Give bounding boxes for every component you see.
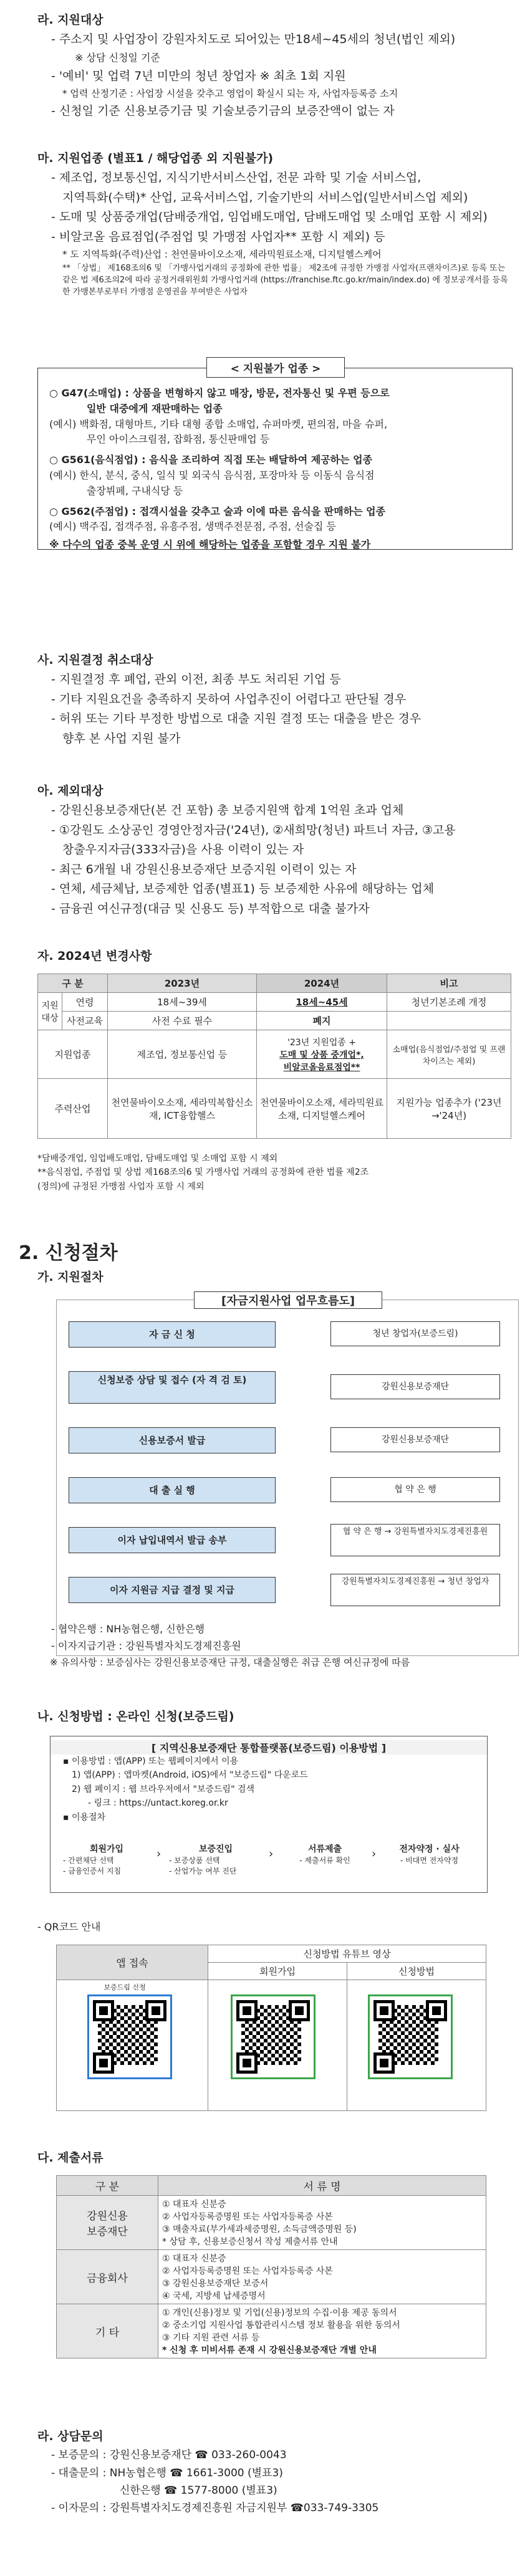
list-item: - 제조업, 정보통신업, 지식기반서비스산업, 전문 과학 및 기술 서비스업, xyxy=(51,171,422,185)
section-title: 나. 신청방법 : 온라인 신청(보증드림) xyxy=(37,1710,234,1723)
chevron-right-icon: › xyxy=(157,1847,161,1860)
method-step-desc: - 제출서류 확인 xyxy=(299,1856,350,1865)
method-step-desc: - 비대면 전자약정 xyxy=(400,1856,459,1865)
flow-title: [자금지원사업 업무흐름도] xyxy=(194,1291,382,1309)
no-support-example: (예시) 한식, 분식, 중식, 일식 및 외국식 음식점, 포장마차 등 이동식 음식점 xyxy=(49,469,375,481)
section-ga xyxy=(37,1268,511,1286)
list-item: - 도매 및 상품중개업(담배중개업, 임업배도매업, 담배도매업 및 소매업 포함 시 제외) xyxy=(51,210,488,224)
table-cell: 18세~45세 xyxy=(257,993,387,1012)
footnote: (정의)에 규정된 가맹점 사업자 포함 시 제외 xyxy=(37,1181,205,1192)
table-row xyxy=(57,2196,486,2250)
method-step-title: 전자약정 · 실사 xyxy=(399,1844,460,1854)
method-step xyxy=(384,1842,475,1865)
qr-header: 앱 접속 xyxy=(57,1945,208,1980)
table-cell: 지원가능 업종추가 ('23년→'24년) xyxy=(387,1079,511,1139)
qr-header: 신청방법 xyxy=(347,1963,486,1980)
method-step xyxy=(63,1842,150,1876)
no-support-example: 무인 아이스크림점, 잡화점, 통신판매업 등 xyxy=(87,433,270,446)
doc-item: * 신청 후 미비서류 존재 시 강원신용보증재단 개별 안내 xyxy=(162,2345,377,2355)
flow-actor: 협 약 은 행 xyxy=(330,1477,500,1502)
doc-item: ① 대표자 신분증 xyxy=(162,2200,226,2210)
section-title: 라. 지원대상 xyxy=(37,13,104,27)
changes-table xyxy=(37,974,511,1139)
section-title: 라. 상담문의 xyxy=(37,2430,104,2443)
qr-code-app[interactable] xyxy=(87,1994,172,2079)
note: ** 「상법」 제168조의6 및 「가맹사업거래의 공정화에 관한 법률」 제2조에 규정한 가맹점 사업자(프랜차이즈)로 등록 또는 같은 법 제6조의2에 따라 공정거래위원회 가맹사업거래 (https://franchise.ftc.go.kr/main/index.do) 에 정보공개서를 등록한 가맹본부로부터 가맹점 운영권을 부여받은 사업자 xyxy=(62,264,508,297)
section-title: 아. 제외대상 xyxy=(37,784,104,798)
list-item: ※ 상담 신청일 기준 xyxy=(75,51,160,64)
table-row xyxy=(38,1079,511,1139)
doc-item: ④ 국세, 지방세 납세증명서 xyxy=(162,2291,266,2301)
table-cell: 천연물바이오소재, 세라믹복합신소재, ICT융합헬스 xyxy=(108,1079,257,1139)
section-da xyxy=(37,2149,511,2167)
table-cell xyxy=(257,1030,387,1079)
doc-item: ③ 강원신용보증재단 보증서 xyxy=(162,2279,269,2289)
flow-step: 이자 납입내역서 발급 송부 xyxy=(69,1527,276,1553)
doc-item: * 상담 후, 신용보증신청서 작성 제출서류 안내 xyxy=(162,2237,338,2247)
list-item: - 최근 6개월 내 강원신용보증재단 보증지원 이력이 있는 자 xyxy=(51,862,357,876)
qr-label: - QR코드 안내 xyxy=(37,1921,101,1933)
section-title: 마. 지원업종 (별표1 / 해당업종 외 지원불가) xyxy=(37,151,274,165)
table-row xyxy=(57,2250,486,2304)
note: * 업력 산정기준 : 사업장 시설을 갖추고 영업이 확실시 되는 자, 사업자등록증 소지 xyxy=(62,88,398,100)
table-cell: 사전 수료 필수 xyxy=(108,1012,257,1030)
flow-actor: 청년 창업자(보증드림) xyxy=(330,1321,500,1346)
list-item: - 협약은행 : NH농협은행, 신한은행 xyxy=(51,1623,205,1635)
section-contact xyxy=(37,2428,511,2518)
flow-actor: 강원특별자치도경제진흥원 → 청년 창업자 xyxy=(330,1574,500,1606)
flow-step: 이자 지원금 지급 결정 및 지급 xyxy=(69,1577,276,1603)
list-item: - 허위 또는 기타 부정한 방법으로 대출 지원 결정 또는 대출을 받은 경우 xyxy=(51,712,422,726)
list-item: 향후 본 사업 지원 불가 xyxy=(62,731,181,745)
doc-item: ② 중소기업 지원사업 통합관리시스템 정보 활용을 위한 동의서 xyxy=(162,2320,400,2330)
section-title: 가. 지원절차 xyxy=(37,1270,104,1284)
section-title: 자. 2024년 변경사항 xyxy=(37,949,152,963)
contact-item: - 이자문의 : 강원특별자치도경제진흥원 자금지원부 ☎033-749-3305 xyxy=(51,2502,379,2515)
table-cell: 주력산업 xyxy=(38,1079,108,1139)
chevron-right-icon: › xyxy=(269,1847,274,1860)
table-cell: 지원대상 xyxy=(38,993,62,1030)
list-item: - 주소지 및 사업장이 강원자치도로 되어있는 만18세~45세의 청년(법인 제외) xyxy=(51,32,456,47)
list-item: - ①강원도 소상공인 경영안정자금('24년), ②새희망(청년) 파트너 자금, ③고용 xyxy=(51,823,456,837)
method-line: ▪ 이용방법 : 앱(APP) 또는 웹페이지에서 이용 xyxy=(63,1756,239,1766)
note: * 도 지역특화(주력)산업 : 천연물바이오소재, 세라믹원료소재, 디지털헬스케어 xyxy=(62,249,382,261)
list-item: - 연체, 세금체납, 보증제한 업종(별표1) 등 보증제한 사유에 해당하는 업체 xyxy=(51,882,435,896)
no-support-heading: ○ G47(소매업) : 상품을 변형하지 않고 매장, 방문, 전자통신 및 우편 등으로 xyxy=(49,387,390,399)
table-header: 2023년 xyxy=(108,974,257,993)
table-row xyxy=(57,2304,486,2358)
method-step-title: 보증진입 xyxy=(198,1844,233,1854)
table-cell xyxy=(158,2250,486,2304)
method-box xyxy=(50,1736,488,1893)
list-item: - 신청일 기준 신용보증기금 및 기술보증기금의 보증잔액이 없는 자 xyxy=(51,104,395,118)
doc-item: ② 사업자등록증명원 또는 사업자등록증 사본 xyxy=(162,2266,333,2276)
section-title: 다. 제출서류 xyxy=(37,2151,104,2165)
doc-item: ③ 매출자료(부가세과세증명원, 소득금액증명원 등) xyxy=(162,2224,357,2234)
footnote: **음식점업, 주점업 및 상법 제168조의6 및 가맹사업 거래의 공정화에 관한 법률 제2조 xyxy=(37,1167,369,1178)
table-header: 서 류 명 xyxy=(158,2176,486,2196)
table-cell: 강원신용 보증재단 xyxy=(57,2196,158,2250)
list-item: 창출우지자금(333자금)을 사용 이력이 있는 자 xyxy=(62,843,304,857)
no-support-example: (예시) 맥주집, 접객주점, 유흥주점, 생맥주전문점, 주점, 선술집 등 xyxy=(49,520,336,533)
flow-actor: 강원신용보증재단 xyxy=(330,1374,500,1399)
table-cell: 금융회사 xyxy=(57,2250,158,2304)
doc-item: ② 사업자등록증명원 또는 사업자등록증 사본 xyxy=(162,2212,333,2222)
section-ma xyxy=(37,150,511,300)
contact-item: 신한은행 ☎ 1577-8000 (별표3) xyxy=(120,2484,277,2497)
chapter-title: 2. 신청절차 xyxy=(19,1242,118,1264)
section-a xyxy=(37,782,511,919)
method-step-title: 서류제출 xyxy=(307,1844,342,1854)
no-support-box xyxy=(37,363,513,551)
table-cell xyxy=(387,1012,511,1030)
doc-item: ① 대표자 신분증 xyxy=(162,2254,226,2264)
table-header: 2024년 xyxy=(257,974,387,993)
qr-code-apply-video[interactable] xyxy=(368,1994,453,2079)
list-item: - 이자지급기관 : 강원특별자치도경제진흥원 xyxy=(51,1639,241,1652)
flow-actor: 강원신용보증재단 xyxy=(330,1427,500,1452)
qr-header: 신청방법 유튜브 영상 xyxy=(208,1945,486,1963)
flow-step: 신청보증 상담 및 접수 (자 격 검 토) xyxy=(69,1371,276,1404)
footnote: *담배중개업, 임업배도매업, 담배도매업 및 소매업 포함 시 제외 xyxy=(37,1154,278,1164)
no-support-example: (예시) 백화점, 대형마트, 기타 대형 종합 소매업, 슈퍼마켓, 편의점, 마을 슈퍼, xyxy=(49,418,388,430)
table-cell: 소매업(음식점업/주점업 및 프랜차이즈는 제외) xyxy=(387,1030,511,1079)
method-line: 2) 웹 페이지 : 웹 브라우저에서 "보증드림" 검색 xyxy=(72,1784,255,1794)
method-link[interactable]: - 링크 : https://untact.koreg.or.kr xyxy=(88,1798,228,1809)
list-item: - 기타 지원요건을 충족하지 못하여 사업추진이 어렵다고 판단될 경우 xyxy=(51,692,407,706)
flow-actor: 협 약 은 행 → 강원특별자치도경제진흥원 xyxy=(330,1524,500,1556)
contact-item: - 대출문의 : NH농협은행 ☎ 1661-3000 (별표3) xyxy=(51,2466,283,2479)
table-cell: 18세~39세 xyxy=(108,993,257,1012)
method-step xyxy=(281,1842,369,1865)
qr-header: 회원가입 xyxy=(208,1963,347,1980)
table-footnotes xyxy=(37,1152,511,1194)
table-row xyxy=(38,993,511,1012)
flow-step: 신용보증서 발급 xyxy=(69,1427,276,1453)
list-item: - '예비' 및 업력 7년 미만의 청년 창업자 ※ 최초 1회 지원 xyxy=(51,69,346,83)
method-line: ▪ 이용절차 xyxy=(63,1812,106,1822)
qr-code-signup-video[interactable] xyxy=(231,1994,316,2079)
cell-line: 비알코올음료점업** xyxy=(283,1062,360,1073)
flow-step: 대 출 실 행 xyxy=(69,1477,276,1503)
list-item: - 지원결정 후 폐업, 관외 이전, 최종 부도 처리된 기업 등 xyxy=(51,673,341,687)
table-row xyxy=(38,1030,511,1079)
list-item: - 강원신용보증재단(본 건 포함) 총 보증지원액 합계 1억원 초과 업체 xyxy=(51,803,404,818)
method-step-title: 회원가입 xyxy=(89,1844,124,1854)
doc-item: ① 개인(신용)정보 및 기업(신용)정보의 수집·이용 제공 동의서 xyxy=(162,2308,397,2318)
no-support-title: < 지원불가 업종 > xyxy=(206,357,345,378)
section-sa xyxy=(37,651,511,749)
table-cell: 폐지 xyxy=(257,1012,387,1030)
note: ※ 유의사항 : 보증심사는 강원신용보증재단 규정, 대출실행은 취급 은행 여신규정에 따름 xyxy=(50,1656,410,1668)
no-support-example: 출장뷔페, 구내식당 등 xyxy=(87,484,183,497)
table-cell: 기 타 xyxy=(57,2304,158,2358)
table-row xyxy=(38,1012,511,1030)
section-ja xyxy=(37,947,511,965)
method-step-desc: - 간편채단 선택 - 금융인증서 지침 xyxy=(63,1856,122,1875)
flow-step: 자 금 신 청 xyxy=(69,1321,276,1348)
table-cell: 사전교육 xyxy=(62,1012,108,1030)
method-step xyxy=(169,1842,263,1876)
table-cell: 연령 xyxy=(62,993,108,1012)
qr-caption: 보증드림 신청 xyxy=(104,1983,146,1991)
no-support-heading: ○ G561(음식점업) : 음식을 조리하여 직접 또는 배달하여 제공하는 업종 xyxy=(49,454,373,466)
list-item: - 금융권 여신규정(대금 및 신용도 등) 부적합으로 대출 불가자 xyxy=(51,901,370,916)
no-support-heading: ○ G562(주점업) : 접객시설을 갖추고 술과 이에 따른 음식을 판매하는 업종 xyxy=(49,505,386,517)
list-item: 지역특화(수택)* 산업, 교육서비스업, 기술기반의 서비스업(일반서비스업 제외) xyxy=(62,190,468,204)
method-box-title: [ 지역신용보증재단 통합플랫폼(보증드림) 이용방법 ] xyxy=(51,1740,487,1755)
table-cell: 제조업, 정보통신업 등 xyxy=(108,1030,257,1079)
section-title: 사. 지원결정 취소대상 xyxy=(37,653,153,667)
cell-line: '23년 지원업종 + xyxy=(287,1037,356,1048)
table-cell xyxy=(158,2196,486,2250)
flow-notes xyxy=(37,1621,511,1671)
table-cell xyxy=(158,2304,486,2358)
table-cell: 청년기본조례 개정 xyxy=(387,993,511,1012)
method-step-desc: - 보증상품 선택 - 산업가능 여부 진단 xyxy=(169,1856,237,1875)
list-item: - 비알코올 음료점업(주점업 및 가맹점 사업자** 포함 시 제외) 등 xyxy=(51,229,385,244)
section-na xyxy=(37,1708,511,1726)
table-header: 구 분 xyxy=(57,2176,158,2196)
table-header: 비고 xyxy=(387,974,511,993)
method-steps xyxy=(63,1842,475,1886)
no-support-heading: 일반 대중에게 재판매하는 업종 xyxy=(87,402,223,414)
contact-item: - 보증문의 : 강원신용보증재단 ☎ 033-260-0043 xyxy=(51,2449,287,2462)
chevron-right-icon: › xyxy=(372,1847,377,1860)
table-cell: 천연물바이오소재, 세라믹원료소재, 디지털헬스케어 xyxy=(257,1079,387,1139)
cell-line: 도매 및 상품 중개업*, xyxy=(279,1050,364,1060)
doc-item: ③ 기타 지원 관련 서류 등 xyxy=(162,2333,260,2343)
method-line: 1) 앱(APP) : 앱마켓(Android, iOS)에서 "보증드림" 다운로드 xyxy=(72,1770,308,1781)
table-cell: 지원업종 xyxy=(38,1030,108,1079)
documents-table xyxy=(56,2175,486,2358)
table-header: 구 분 xyxy=(38,974,108,993)
section-ra xyxy=(37,11,511,122)
no-support-footer: ※ 다수의 업종 중복 운영 시 위에 해당하는 업종을 포함할 경우 지원 불가 xyxy=(49,539,371,551)
